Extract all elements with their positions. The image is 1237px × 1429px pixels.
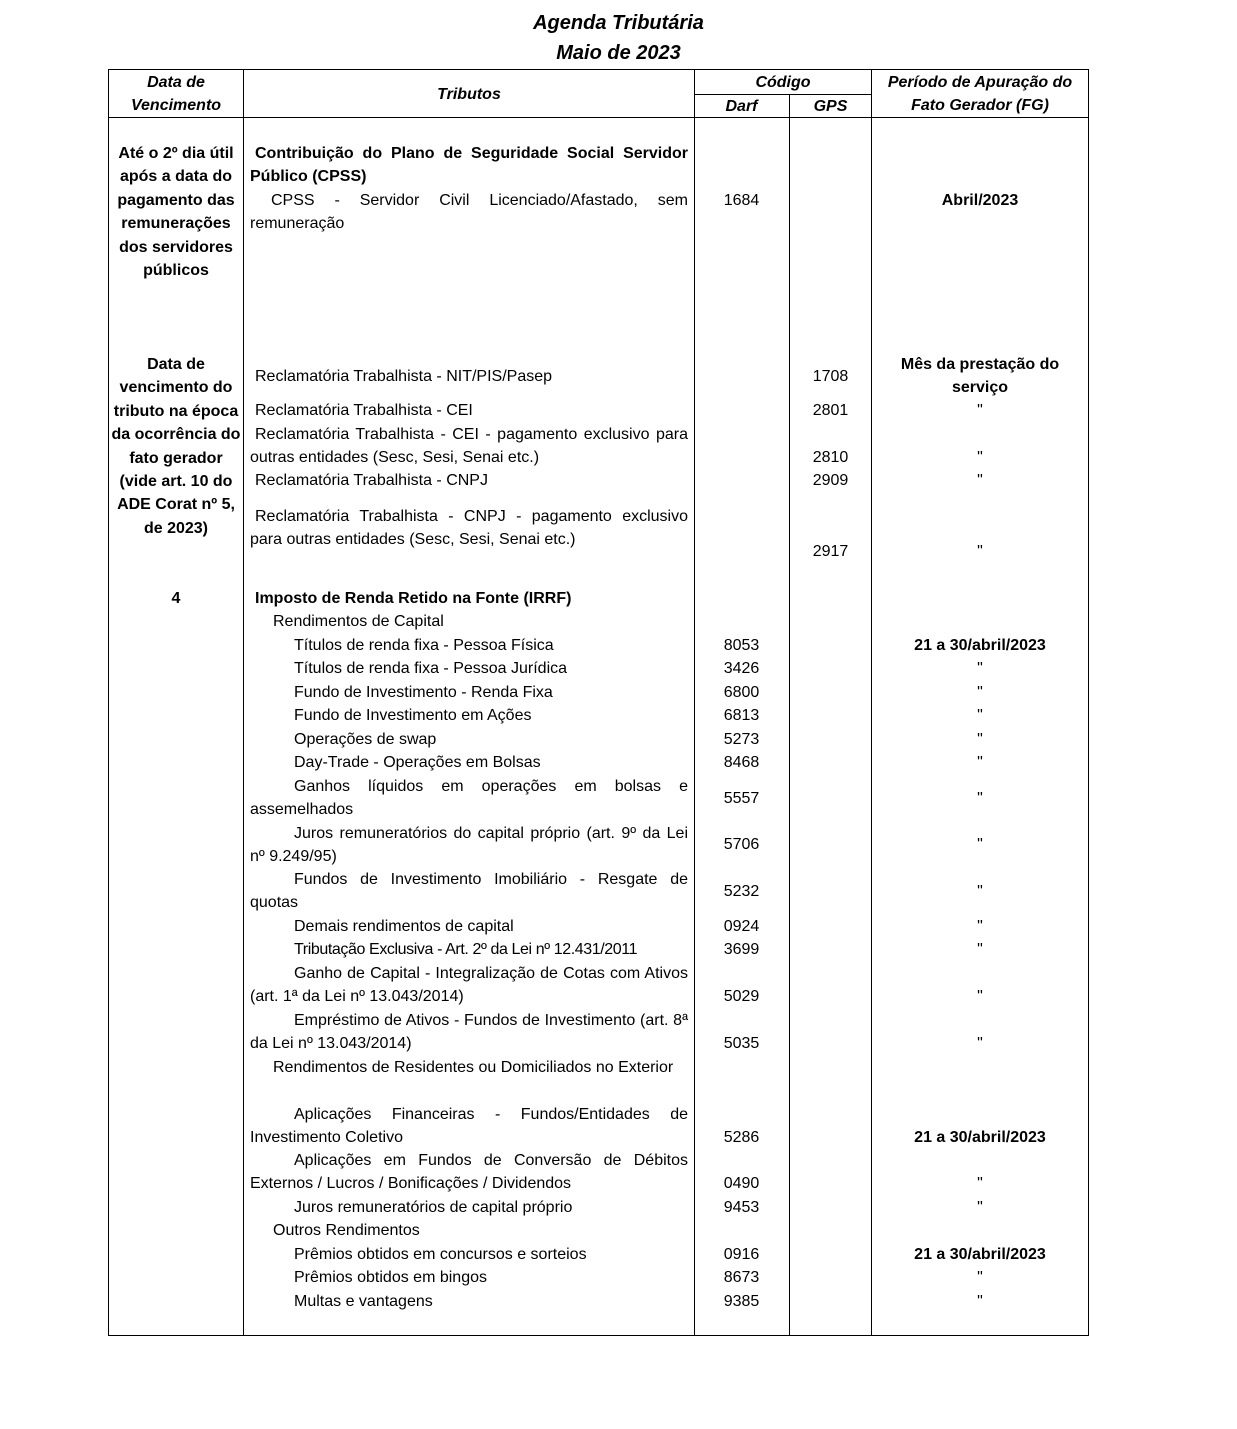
list-item: Fundo de Investimento - Renda Fixa — [294, 684, 553, 701]
list-item: Demais rendimentos de capital — [294, 918, 514, 935]
gps-code: 1708 — [812, 368, 849, 385]
ditto-mark: " — [977, 1199, 983, 1216]
cpss-darf: 1684 — [723, 192, 760, 209]
list-item: Tributação Exclusiva - Art. 2º da Lei nº 12.431/2011 — [294, 941, 638, 958]
list-item: Operações de swap — [294, 731, 437, 748]
darf-code: 8053 — [723, 637, 760, 654]
ditto-mark: " — [977, 988, 983, 1005]
list-item: Reclamatória Trabalhista - NIT/PIS/Pasep — [255, 368, 553, 385]
gps-code: 2801 — [812, 402, 849, 419]
cpss-periodo: Abril/2023 — [941, 192, 1019, 209]
darf-code: 5286 — [723, 1129, 760, 1146]
list-item: Reclamatória Trabalhista - CNPJ - pagamento exclusivo para outras entidades (Sesc, Sesi, Senai etc.) — [250, 508, 688, 549]
cpss-item: CPSS - Servidor Civil Licenciado/Afastado, sem remuneração — [250, 192, 688, 233]
ditto-mark: " — [977, 449, 983, 466]
list-item: Day-Trade - Operações em Bolsas — [294, 754, 541, 771]
ditto-mark: " — [977, 918, 983, 935]
header-vencimento-line1: Data de — [147, 74, 205, 91]
gps-code: 2917 — [812, 543, 849, 560]
ditto-mark: " — [977, 402, 983, 419]
ditto-mark: " — [977, 1175, 983, 1192]
list-item: Empréstimo de Ativos - Fundos de Investimento (art. 8ª da Lei nº 13.043/2014) — [250, 1012, 688, 1053]
darf-code: 6800 — [723, 684, 760, 701]
header-vencimento — [110, 71, 242, 117]
cpss-heading: Contribuição do Plano de Seguridade Social Servidor Público (CPSS) — [250, 145, 688, 186]
list-item: Fundos de Investimento Imobiliário - Resgate de quotas — [250, 871, 688, 912]
header-periodo-line1: Período de Apuração do — [887, 74, 1073, 91]
darf-code: 9385 — [723, 1293, 760, 1310]
header-tributos: Tributos — [437, 86, 501, 103]
gps-code: 2909 — [812, 472, 849, 489]
reclamatoria-periodo: Mês da prestação do serviço — [900, 356, 1060, 397]
page-subtitle: Maio de 2023 — [556, 42, 681, 64]
darf-code: 8673 — [723, 1269, 760, 1286]
darf-code: 0490 — [723, 1175, 760, 1192]
column-divider — [243, 69, 244, 1336]
list-item: Prêmios obtidos em concursos e sorteios — [294, 1246, 587, 1263]
ditto-mark: " — [977, 707, 983, 724]
irrf-subheading-outros: Outros Rendimentos — [273, 1222, 420, 1239]
list-item: Prêmios obtidos em bingos — [294, 1269, 487, 1286]
header-periodo — [873, 71, 1087, 117]
irrf-periodo: 21 a 30/abril/2023 — [914, 1129, 1046, 1146]
header-periodo-line2: Fato Gerador (FG) — [911, 97, 1049, 114]
header-vencimento-line2: Vencimento — [130, 97, 222, 114]
ditto-mark: " — [977, 1035, 983, 1052]
list-item: Reclamatória Trabalhista - CEI - pagamento exclusivo para outras entidades (Sesc, Sesi, Senai etc.) — [250, 426, 688, 467]
list-item: Ganhos líquidos em operações em bolsas e assemelhados — [250, 778, 688, 819]
list-item: Aplicações Financeiras - Fundos/Entidades de Investimento Coletivo — [250, 1106, 688, 1147]
ditto-mark: " — [977, 1293, 983, 1310]
darf-code: 5035 — [723, 1035, 760, 1052]
ditto-mark: " — [977, 836, 983, 853]
ditto-mark: " — [977, 472, 983, 489]
vencimento-reclamatoria: Data de vencimento do tributo na época da ocorrência do fato gerador (vide art. 10 do ADE Corat nº 5, de 2023) — [111, 356, 241, 537]
ditto-mark: " — [977, 790, 983, 807]
vencimento-irrf: 4 — [171, 590, 181, 607]
gps-code: 2810 — [812, 449, 849, 466]
list-item: Multas e vantagens — [294, 1293, 433, 1310]
list-item: Títulos de renda fixa - Pessoa Física — [294, 637, 554, 654]
list-item: Reclamatória Trabalhista - CEI — [255, 402, 473, 419]
darf-code: 5232 — [723, 883, 760, 900]
header-bottom-rule — [108, 117, 1089, 118]
irrf-periodo: 21 a 30/abril/2023 — [914, 1246, 1046, 1263]
darf-code: 0916 — [723, 1246, 760, 1263]
darf-code: 5029 — [723, 988, 760, 1005]
darf-code: 5557 — [723, 790, 760, 807]
irrf-periodo: 21 a 30/abril/2023 — [914, 637, 1046, 654]
irrf-heading: Imposto de Renda Retido na Fonte (IRRF) — [255, 590, 572, 607]
darf-code: 3699 — [723, 941, 760, 958]
column-divider — [789, 95, 790, 1336]
irrf-subheading-capital: Rendimentos de Capital — [273, 613, 444, 630]
header-codigo: Código — [755, 74, 811, 91]
ditto-mark: " — [977, 1269, 983, 1286]
irrf-subheading-residentes: Rendimentos de Residentes ou Domiciliados no Exterior — [273, 1059, 674, 1076]
list-item: Juros remuneratórios do capital próprio (art. 9º da Lei nº 9.249/95) — [250, 825, 688, 866]
header-gps: GPS — [813, 98, 848, 115]
list-item: Fundo de Investimento em Ações — [294, 707, 532, 724]
darf-code: 6813 — [723, 707, 760, 724]
column-divider — [871, 69, 872, 1336]
darf-code: 5273 — [723, 731, 760, 748]
ditto-mark: " — [977, 660, 983, 677]
list-item: Aplicações em Fundos de Conversão de Débitos Externos / Lucros / Bonificações / Dividendos — [250, 1152, 688, 1193]
ditto-mark: " — [977, 543, 983, 560]
darf-code: 0924 — [723, 918, 760, 935]
list-item: Ganho de Capital - Integralização de Cotas com Ativos (art. 1ª da Lei nº 13.043/2014) — [250, 965, 688, 1006]
ditto-mark: " — [977, 941, 983, 958]
darf-code: 5706 — [723, 836, 760, 853]
darf-code: 9453 — [723, 1199, 760, 1216]
ditto-mark: " — [977, 883, 983, 900]
darf-code: 8468 — [723, 754, 760, 771]
header-darf: Darf — [725, 98, 758, 115]
darf-code: 3426 — [723, 660, 760, 677]
ditto-mark: " — [977, 684, 983, 701]
list-item: Reclamatória Trabalhista - CNPJ — [255, 472, 488, 489]
list-item: Juros remuneratórios de capital próprio — [294, 1199, 573, 1216]
ditto-mark: " — [977, 754, 983, 771]
list-item: Títulos de renda fixa - Pessoa Jurídica — [294, 660, 568, 677]
page-title: Agenda Tributária — [533, 12, 704, 34]
vencimento-cpss: Até o 2º dia útil após a data do pagamento das remunerações dos servidores públicos — [117, 145, 235, 280]
ditto-mark: " — [977, 731, 983, 748]
